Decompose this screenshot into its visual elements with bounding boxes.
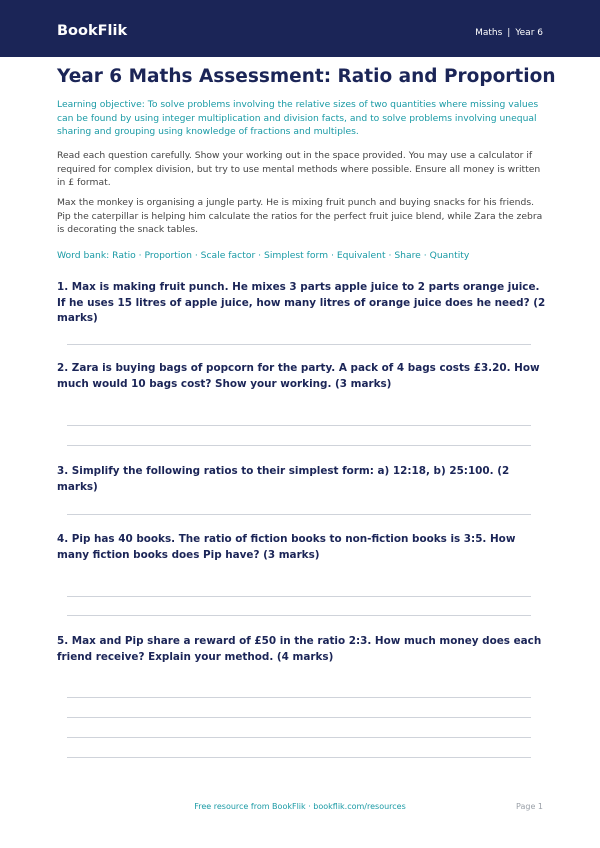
header-separator: | (507, 28, 511, 38)
header-meta (475, 28, 543, 38)
answer-line (67, 344, 531, 345)
brand-logo: BookFlik (57, 23, 128, 39)
answer-line (67, 425, 531, 426)
page-title: Year 6 Maths Assessment: Ratio and Proportion (57, 66, 556, 87)
word-bank: Word bank: Ratio · Proportion · Scale factor · Simplest form · Equivalent · Share · Quantity (57, 250, 470, 261)
year-label: Year 6 (515, 28, 543, 38)
subject-label: Maths (475, 28, 503, 38)
footer-link[interactable]: Free resource from BookFlik · bookflik.com/resources (194, 802, 406, 811)
header-bar (0, 0, 600, 57)
answer-line (67, 596, 531, 597)
answer-line (67, 757, 531, 758)
answer-line (67, 737, 531, 738)
question-3: 3. Simplify the following ratios to their simplest form: a) 12:18, b) 25:100. (2 marks) (57, 465, 510, 493)
answer-line (67, 615, 531, 616)
question-2: 2. Zara is buying bags of popcorn for the party. A pack of 4 bags costs £3.20. How much would 10 bags cost? Show your working. (3 marks) (57, 362, 540, 390)
question-4: 4. Pip has 40 books. The ratio of fiction books to non-fiction books is 3:5. How many fiction books does Pip have? (3 marks) (57, 533, 516, 561)
answer-line (67, 717, 531, 718)
answer-line (67, 514, 531, 515)
question-5: 5. Max and Pip share a reward of £50 in the ratio 2:3. How much money does each friend receive? Explain your method. (4 marks) (57, 635, 542, 663)
question-1: 1. Max is making fruit punch. He mixes 3 parts apple juice to 2 parts orange juice. If he uses 15 litres of apple juice, how many litres of orange juice does he need? (2 marks) (57, 281, 546, 324)
instructions: Read each question carefully. Show your working out in the space provided. You may use a calculator if required for complex division, but try to use mental methods where possible. Ensure all money is written in £ format. (57, 150, 541, 188)
answer-line (67, 445, 531, 446)
page-number: Page 1 (516, 802, 543, 811)
answer-line (67, 697, 531, 698)
story-intro: Max the monkey is organising a jungle party. He is mixing fruit punch and buying snacks for his friends. Pip the caterpillar is helping him calculate the ratios for the perfect fruit juice blend, while Zara the zebra is decorating the snack tables. (57, 197, 543, 235)
learning-objective: Learning objective: To solve problems involving the relative sizes of two quantities where missing values can be found by using integer multiplication and division facts, and to solve problems involving unequal sharing and grouping using knowledge of fractions and multiples. (57, 99, 539, 137)
